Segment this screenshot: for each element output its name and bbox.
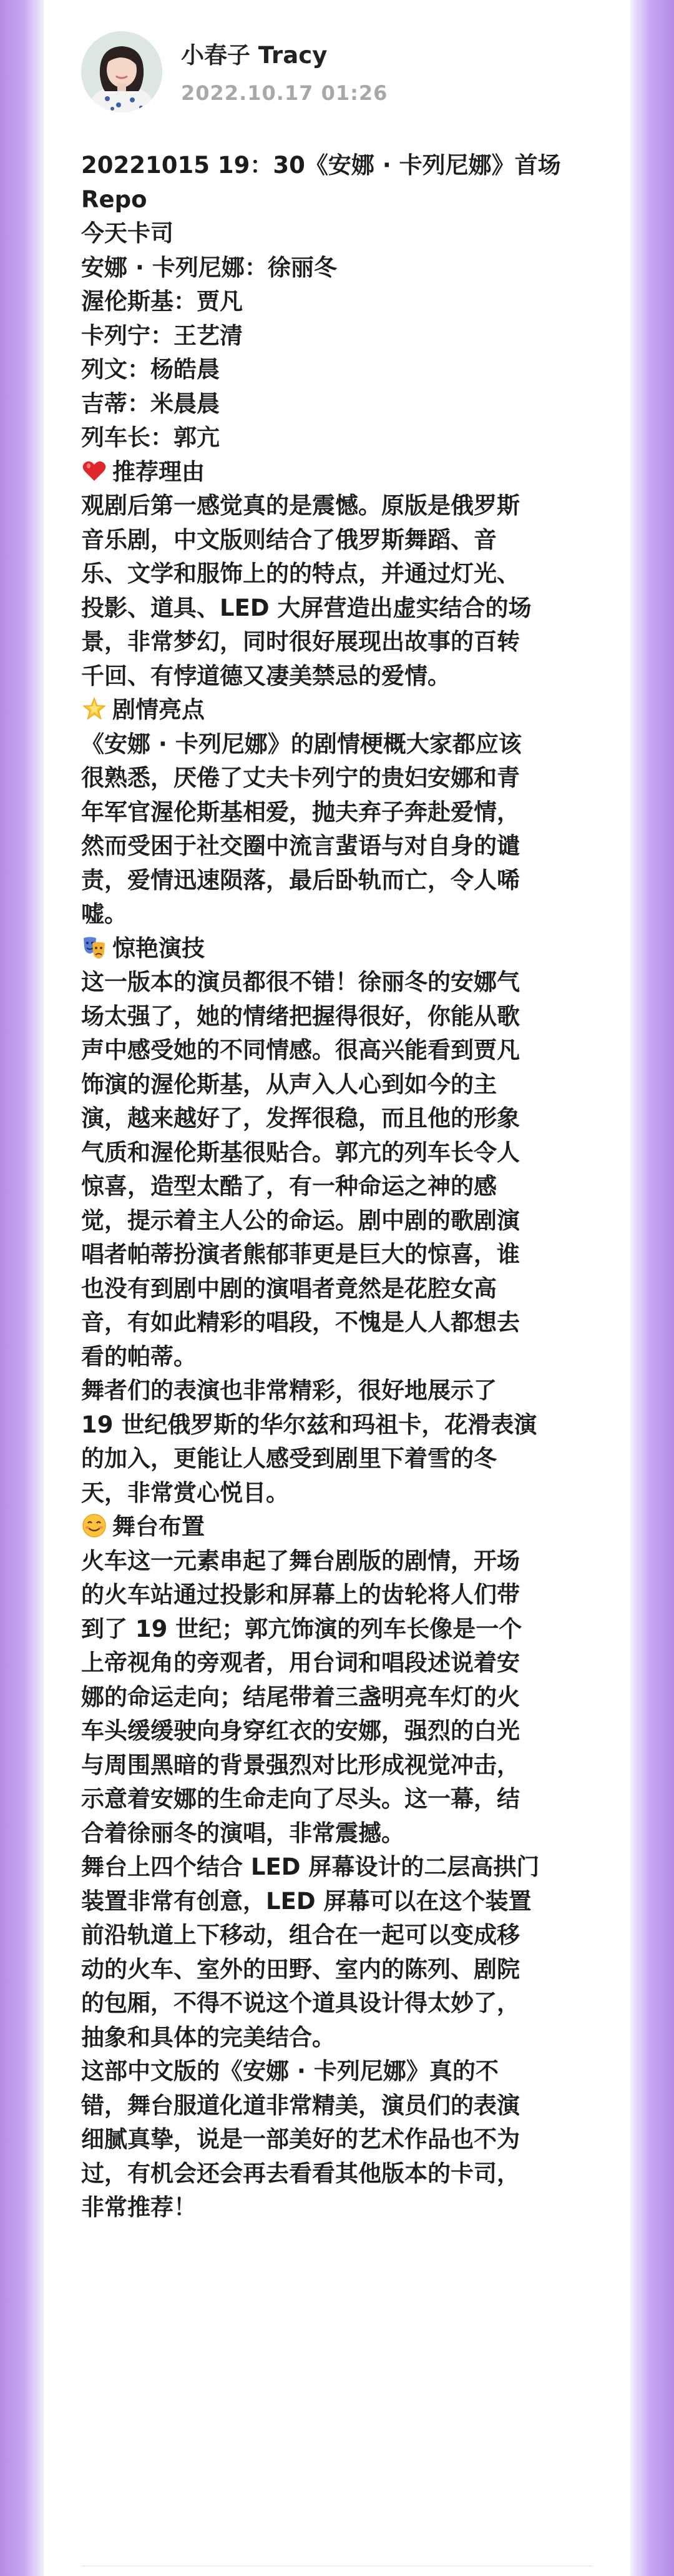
- text-line: 唱者帕蒂扮演者熊郁菲更是巨大的惊喜，谁: [81, 1241, 520, 1268]
- text-line: 动的火车、室外的田野、室内的陈列、剧院: [81, 1955, 520, 1983]
- post-header: [81, 24, 593, 117]
- text-line: 装置非常有创意，LED 屏幕可以在这个装置: [81, 1887, 532, 1915]
- text-line: 觉，提示着主人公的命运。剧中剧的歌剧演: [81, 1207, 520, 1234]
- text-line: 列文：杨皓晨: [81, 356, 220, 383]
- glowing-star-icon: [81, 696, 107, 722]
- text-line: 错，舞台服道化道非常精美，演员们的表演: [81, 2091, 520, 2119]
- text-line: 20221015 19：30《安娜 · 卡列尼娜》首场: [81, 152, 561, 179]
- text-line: 气质和渥伦斯基很贴合。郭亢的列车长令人: [81, 1138, 520, 1166]
- text-line: 舞台上四个结合 LED 屏幕设计的二层高拱门: [81, 1853, 540, 1880]
- text-line: 娜的命运走向；结尾带着三盏明亮车灯的火: [81, 1683, 520, 1710]
- text-line: 车头缓缓驶向身穿红衣的安娜，强烈的白光: [81, 1717, 520, 1744]
- text-line: 演，越来越好了，发挥很稳，而且他的形象: [81, 1105, 520, 1132]
- text-line: 乐、文学和服饰上的的特点，并通过灯光、: [81, 560, 520, 587]
- section-heading: [81, 455, 599, 490]
- section-heading: [81, 1510, 599, 1544]
- text-line: 示意着安娜的生命走向了尽头。这一幕，结: [81, 1785, 520, 1812]
- text-line: 天，非常赏心悦目。: [81, 1479, 289, 1506]
- section-title: 舞台布置: [112, 1513, 205, 1540]
- text-line: 渥伦斯基：贾凡: [81, 288, 243, 315]
- text-line: 也没有到剧中剧的演唱者竟然是花腔女高: [81, 1275, 497, 1302]
- text-line: 上帝视角的旁观者，用台词和唱段述说着安: [81, 1649, 520, 1676]
- text-line: 声中感受她的不同情感。很高兴能看到贾凡: [81, 1037, 520, 1063]
- text-line: 到了 19 世纪；郭亢饰演的列车长像是一个: [81, 1615, 522, 1642]
- text-line: 吉蒂：米晨晨: [81, 390, 220, 417]
- section-heading: [81, 932, 599, 966]
- text-line: 看的帕蒂。: [81, 1343, 197, 1370]
- text-line: 投影、道具、LED 大屏营造出虚实结合的场: [81, 594, 532, 621]
- text-line: 今天卡司: [81, 220, 173, 247]
- author-avatar[interactable]: [81, 31, 162, 112]
- text-line: 场太强了，她的情绪把握得很好，你能从歌: [81, 1002, 520, 1030]
- text-line: 的加入，更能让人感受到剧里下着雪的冬: [81, 1445, 497, 1472]
- text-line: 合着徐丽冬的演唱，非常震撼。: [81, 1819, 404, 1847]
- text-line: 的包厢，不得不说这个道具设计得太妙了，: [81, 1990, 520, 2016]
- text-line: 与周围黑暗的背景强烈对比形成视觉冲击，: [81, 1751, 520, 1779]
- text-line: 音，有如此精彩的唱段，不愧是人人都想去: [81, 1309, 520, 1336]
- section-title: 推荐理由: [112, 458, 205, 485]
- text-line: 的火车站通过投影和屏幕上的齿轮将人们带: [81, 1581, 520, 1608]
- text-line: 饰演的渥伦斯基，从声入人心到如今的主: [81, 1070, 497, 1098]
- profile-photo-woman-floral-icon: [81, 31, 162, 112]
- text-line: 非常推荐！: [81, 2194, 197, 2221]
- text-line: 然而受困于社交圈中流言蜚语与对自身的谴: [81, 832, 520, 859]
- text-line: 前沿轨道上下移动，组合在一起可以变成移: [81, 1922, 520, 1948]
- red-heart-icon: [81, 458, 107, 484]
- divider: [81, 2565, 593, 2567]
- text-line: 年军官渥伦斯基相爱，抛夫弃子奔赴爱情，: [81, 798, 520, 826]
- text-line: Repo: [81, 185, 147, 213]
- text-line: 音乐剧，中文版则结合了俄罗斯舞蹈、音: [81, 526, 497, 553]
- text-line: 火车这一元素串起了舞台剧版的剧情，开场: [81, 1547, 520, 1574]
- post-timestamp: 2022.10.17 01:26: [181, 81, 388, 105]
- text-line: 千回、有悖道德又凄美禁忌的爱情。: [81, 662, 451, 689]
- text-line: 安娜 · 卡列尼娜：徐丽冬: [81, 254, 337, 281]
- text-line: 《安娜 · 卡列尼娜》的剧情梗概大家都应该: [81, 730, 522, 758]
- smiling-face-icon: [81, 1513, 107, 1539]
- text-line: 过，有机会还会再去看看其他版本的卡司，: [81, 2159, 520, 2187]
- text-line: 这一版本的演员都很不错！徐丽冬的安娜气: [81, 969, 520, 995]
- theater-masks-icon: [81, 934, 107, 960]
- post-content: [81, 149, 599, 2225]
- section-title: 剧情亮点: [112, 696, 205, 723]
- text-line: 卡列宁：王艺清: [81, 322, 243, 349]
- text-line: 责，爱情迅速陨落，最后卧轨而亡，令人唏: [81, 866, 520, 894]
- section-title: 惊艳演技: [112, 934, 205, 962]
- text-line: 惊喜，造型太酷了，有一种命运之神的感: [81, 1173, 497, 1200]
- text-line: 抽象和具体的完美结合。: [81, 2023, 335, 2051]
- text-line: 这部中文版的《安娜 · 卡列尼娜》真的不: [81, 2058, 499, 2085]
- text-line: 嘘。: [81, 901, 127, 927]
- text-line: 19 世纪俄罗斯的华尔兹和玛祖卡，花滑表演: [81, 1411, 537, 1438]
- text-line: 列车长：郭亢: [81, 424, 220, 451]
- author-name[interactable]: 小春子 Tracy: [181, 42, 328, 69]
- text-line: 景，非常梦幻，同时很好展现出故事的百转: [81, 628, 520, 655]
- text-line: 舞者们的表演也非常精彩，很好地展示了: [81, 1377, 497, 1404]
- text-line: 观剧后第一感觉真的是震憾。原版是俄罗斯: [81, 492, 520, 519]
- section-heading: [81, 693, 599, 728]
- text-line: 细腻真挚，说是一部美好的艺术作品也不为: [81, 2126, 520, 2153]
- post-card: [44, 0, 630, 2576]
- text-line: 很熟悉，厌倦了丈夫卡列宁的贵妇安娜和青: [81, 764, 520, 791]
